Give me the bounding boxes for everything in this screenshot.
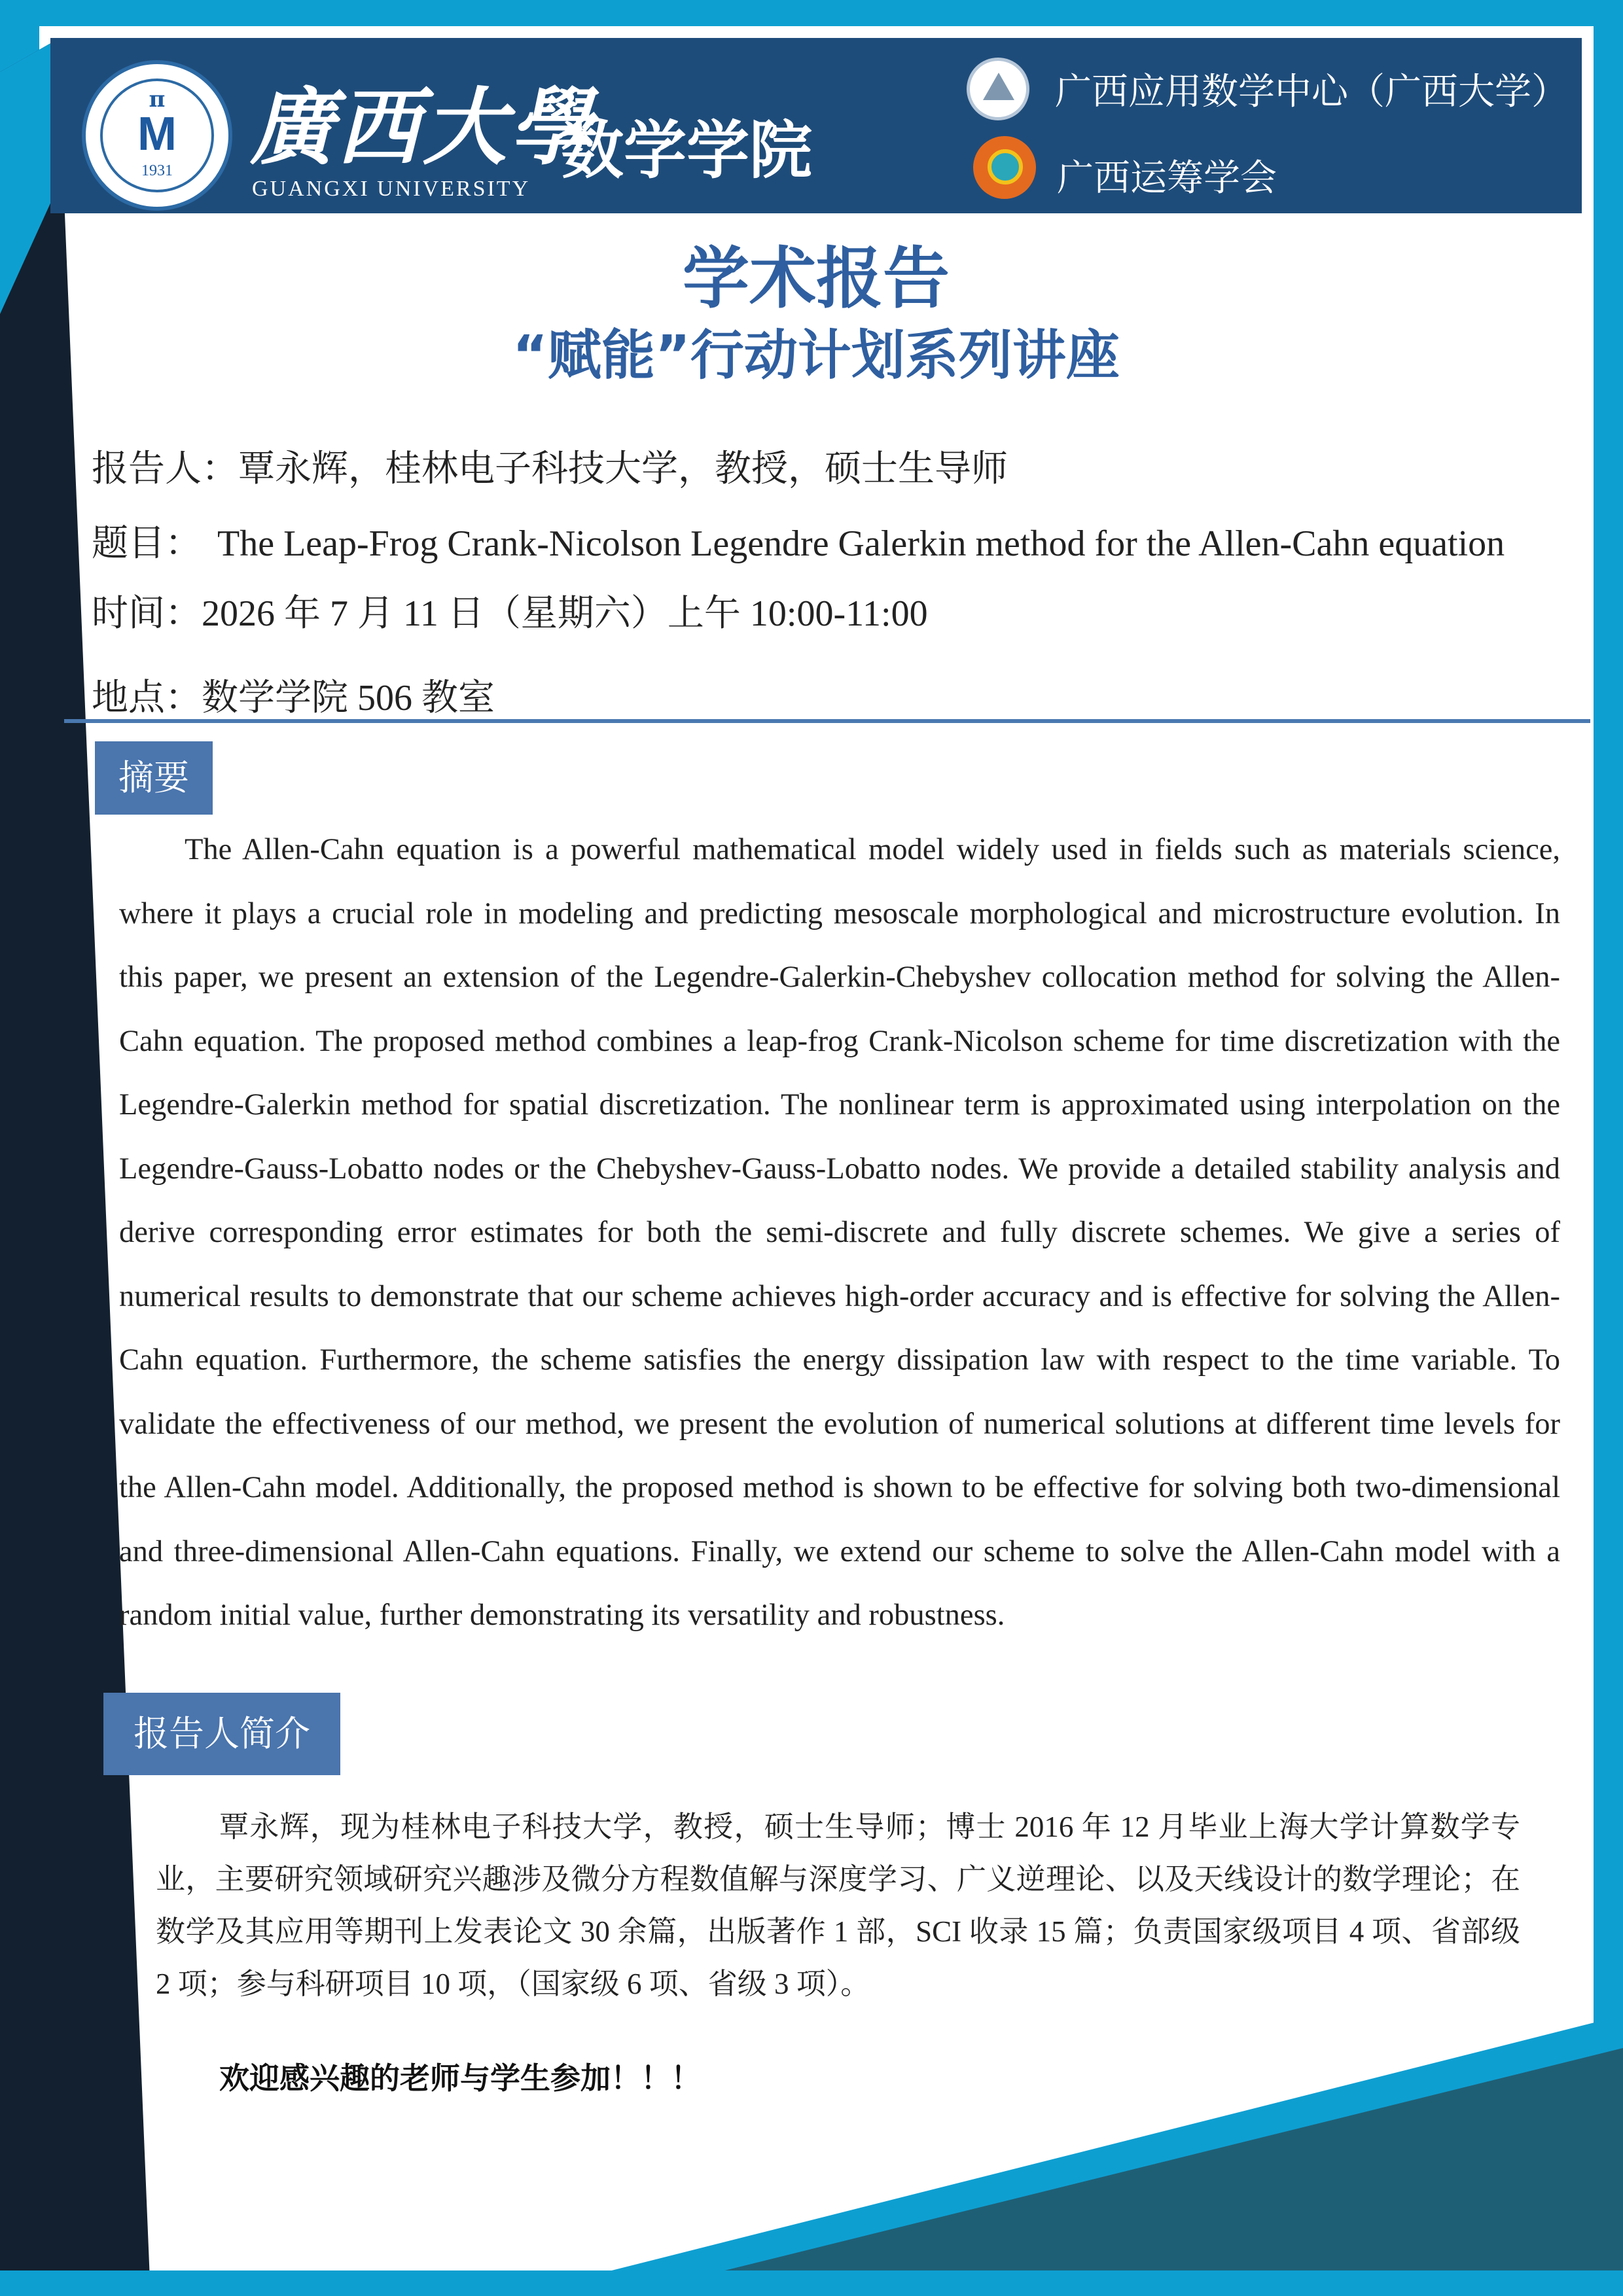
header-banner (50, 38, 1582, 213)
topic-text: The Leap-Frog Crank-Nicolson Legendre Galerkin method for the Allen-Cahn equation (217, 523, 1505, 564)
topic-label: 题目： (92, 523, 202, 564)
partner-or-society: 广西运筹学会 (1057, 157, 1277, 200)
university-calligraphy-logo: 廣西大學 (250, 79, 596, 177)
section-divider (64, 719, 1590, 723)
abstract-label: 摘要 (95, 741, 213, 815)
university-english-name: GUANGXI UNIVERSITY (252, 177, 531, 201)
seal-letter: M (137, 108, 177, 160)
school-name: 数学学院 (561, 114, 812, 187)
speaker-line: 报告人：覃永辉，桂林电子科技大学，教授，硕士生导师 (92, 449, 1008, 489)
time-line: 时间：2026 年 7 月 11 日（星期六）上午 10:00-11:00 (92, 593, 928, 634)
university-seal-logo (82, 60, 232, 211)
topic-line (92, 514, 1505, 567)
location-line: 地点：数学学院 506 教室 (92, 678, 495, 718)
seal-pi: π (149, 86, 166, 113)
bio-label: 报告人简介 (103, 1693, 340, 1775)
seal-year: 1931 (141, 162, 173, 179)
partner-math-center: 广西应用数学中心（广西大学） (1055, 71, 1568, 113)
abstract-text: The Allen-Cahn equation is a powerful mathematical model widely used in fields such as materials science, where it plays a crucial role in modeling and predicting mesoscale morphological and microstructure evolution. In this paper, we present an extension of the Legendre-Galerkin-Chebyshev collocation method for solving the Allen-Cahn equation. The proposed method combines a leap-frog Crank-Nicolson scheme for time discretization with the Legendre-Galerkin method for spatial discretization. The nonlinear term is approximated using interpolation on the Legendre-Gauss-Lobatto nodes or the Chebyshev-Gauss-Lobatto nodes. We provide a detailed stability analysis and derive corresponding error estimates for both the semi-discrete and fully discrete schemes. We give a series of numerical results to demonstrate that our scheme achieves high-order accuracy and is effective for solving the Allen-Cahn equation. Furthermore, the scheme satisfies the energy dissipation law with respect to the time variable. To validate the effectiveness of our method, we present the evolution of numerical solutions at different time levels for the Allen-Cahn model. Additionally, the proposed method is shown to be effective for solving both two-dimensional and three-dimensional Allen-Cahn equations. Finally, we extend our scheme to solve the Allen-Cahn model with a random initial value, further demonstrating its versatility and robustness. (119, 833, 1560, 1632)
or-society-logo-icon (973, 136, 1036, 199)
page-subtitle: “赋能”行动计划系列讲座 (512, 325, 1120, 387)
welcome-note: 欢迎感兴趣的老师与学生参加！！！ (219, 2060, 701, 2096)
bio-text: 覃永辉，现为桂林电子科技大学，教授，硕士生导师；博士 2016 年 12 月毕业上海大学计算数学专业，主要研究领域研究兴趣涉及微分方程数值解与深度学习、广义逆理论、以及天线设计的数学理论；在数学及其应用等期刊上发表论文 30 余篇，出版著作 1 部，SCI 收录 15 篇；负责国家级项目 4 项、省部级 2 项；参与科研项目 10 项，（国家级 6 项、省级 3 项）。 (156, 1810, 1520, 2000)
math-center-logo-icon (967, 58, 1029, 120)
page-title: 学术报告 (683, 240, 950, 318)
